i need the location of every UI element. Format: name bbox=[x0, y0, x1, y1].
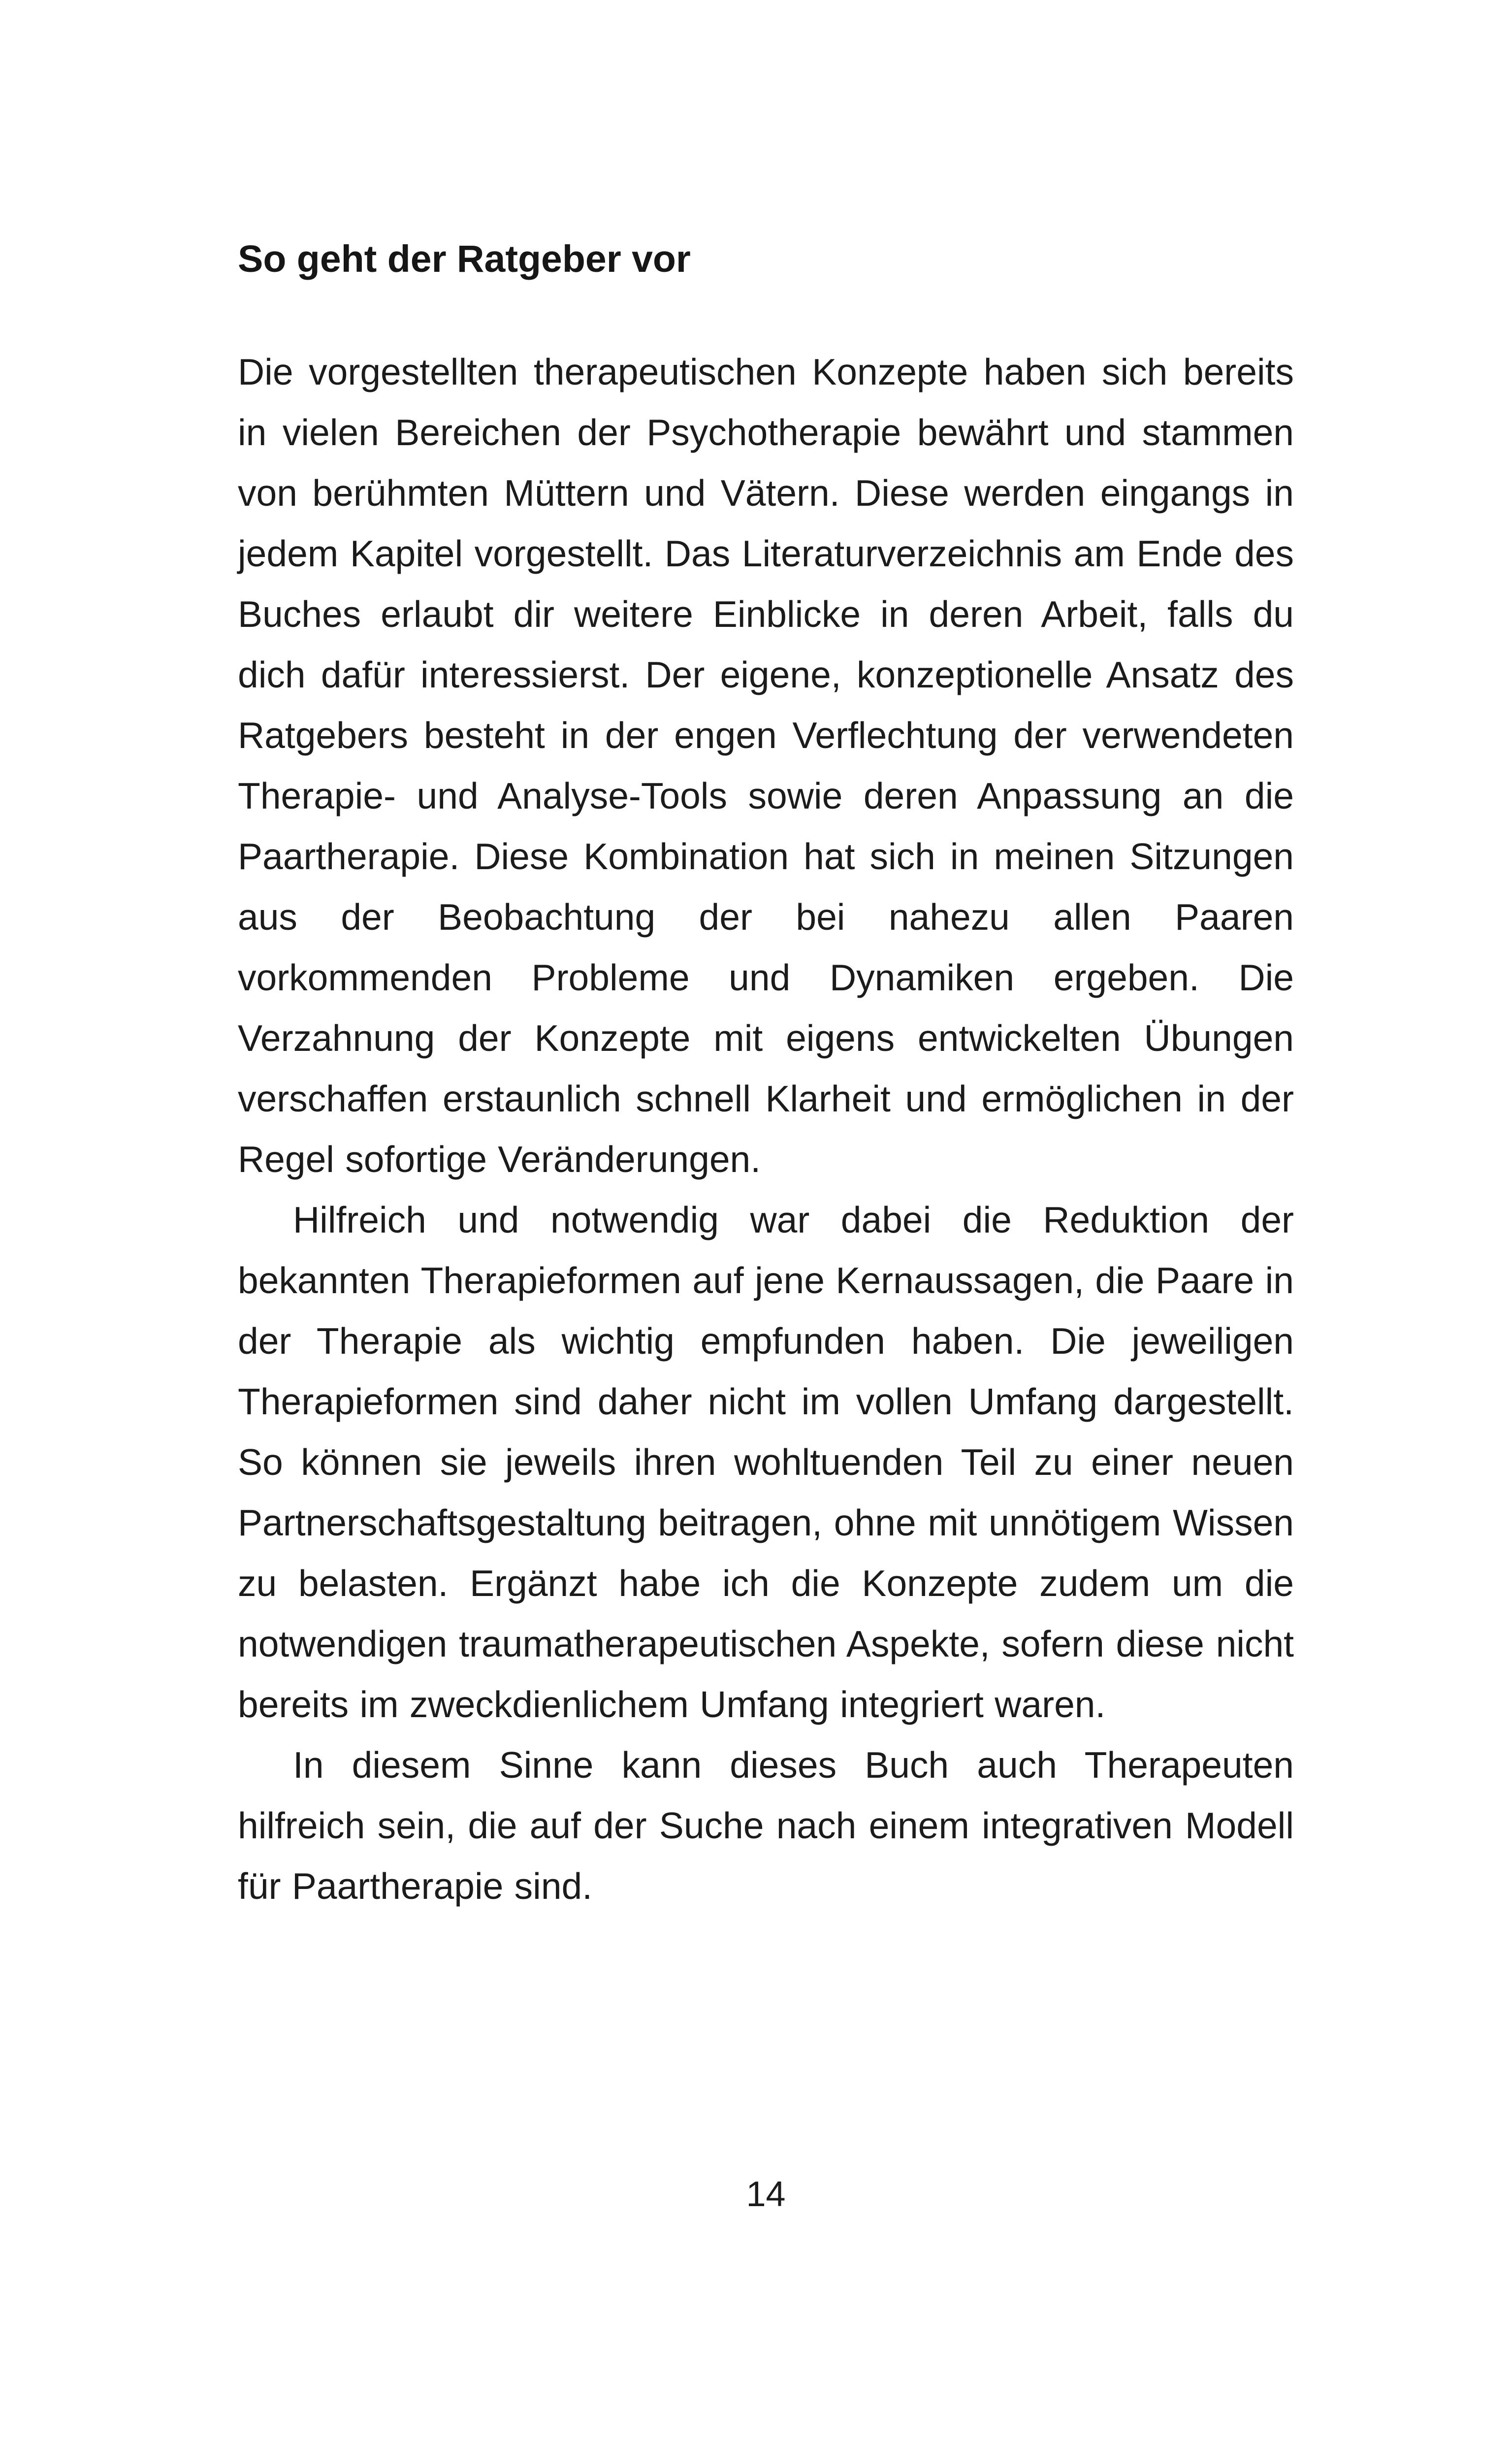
paragraph-3: In diesem Sinne kann dieses Buch auch Therapeuten hilfreich sein, die auf der Suche nach einem integrativen Modell für Paartherapie sind. bbox=[238, 1744, 1294, 1907]
paragraph-2: Hilfreich und notwendig war dabei die Reduktion der bekannten Therapieformen auf jene Kernaussagen, die Paare in der Therapie als wichtig empfunden haben. Die jeweiligen Therapieformen sind daher nicht im vollen Umfang dargestellt. So können sie jeweils ihren wohltuenden Teil zu einer neuen Partnerschaftsgestaltung beitragen, ohne mit unnötigem Wissen zu belasten. Ergänzt habe ich die Konzepte zudem um die notwendigen traumatherapeutischen Aspekte, sofern diese nicht bereits im zweckdienlichem Umfang integriert waren. bbox=[238, 1199, 1294, 1726]
page-number: 14 bbox=[746, 2175, 786, 2214]
section-heading: So geht der Ratgeber vor bbox=[238, 238, 691, 280]
text-block bbox=[238, 235, 1294, 1917]
paragraph-1: Die vorgestellten therapeutischen Konzepte haben sich bereits in vielen Bereichen der Psychotherapie bewährt und stammen von berühmten Müttern und Vätern. Diese werden eingangs in jedem Kapitel vorgestellt. Das Literaturverzeichnis am Ende des Buches erlaubt dir weitere Einblicke in deren Arbeit, falls du dich dafür interessierst. Der eigene, konzeptionelle Ansatz des Ratgebers besteht in der engen Verflechtung der verwendeten Therapie- und Analyse-Tools sowie deren Anpassung an die Paartherapie. Diese Kombination hat sich in meinen Sitzungen aus der Beobachtung der bei nahezu allen Paaren vorkommenden Probleme und Dynamiken ergeben. Die Verzahnung der Konzepte mit eigens entwickelten Übungen verschaffen erstaunlich schnell Klarheit und ermöglichen in der Regel sofortige Veränderungen. bbox=[238, 351, 1294, 1180]
